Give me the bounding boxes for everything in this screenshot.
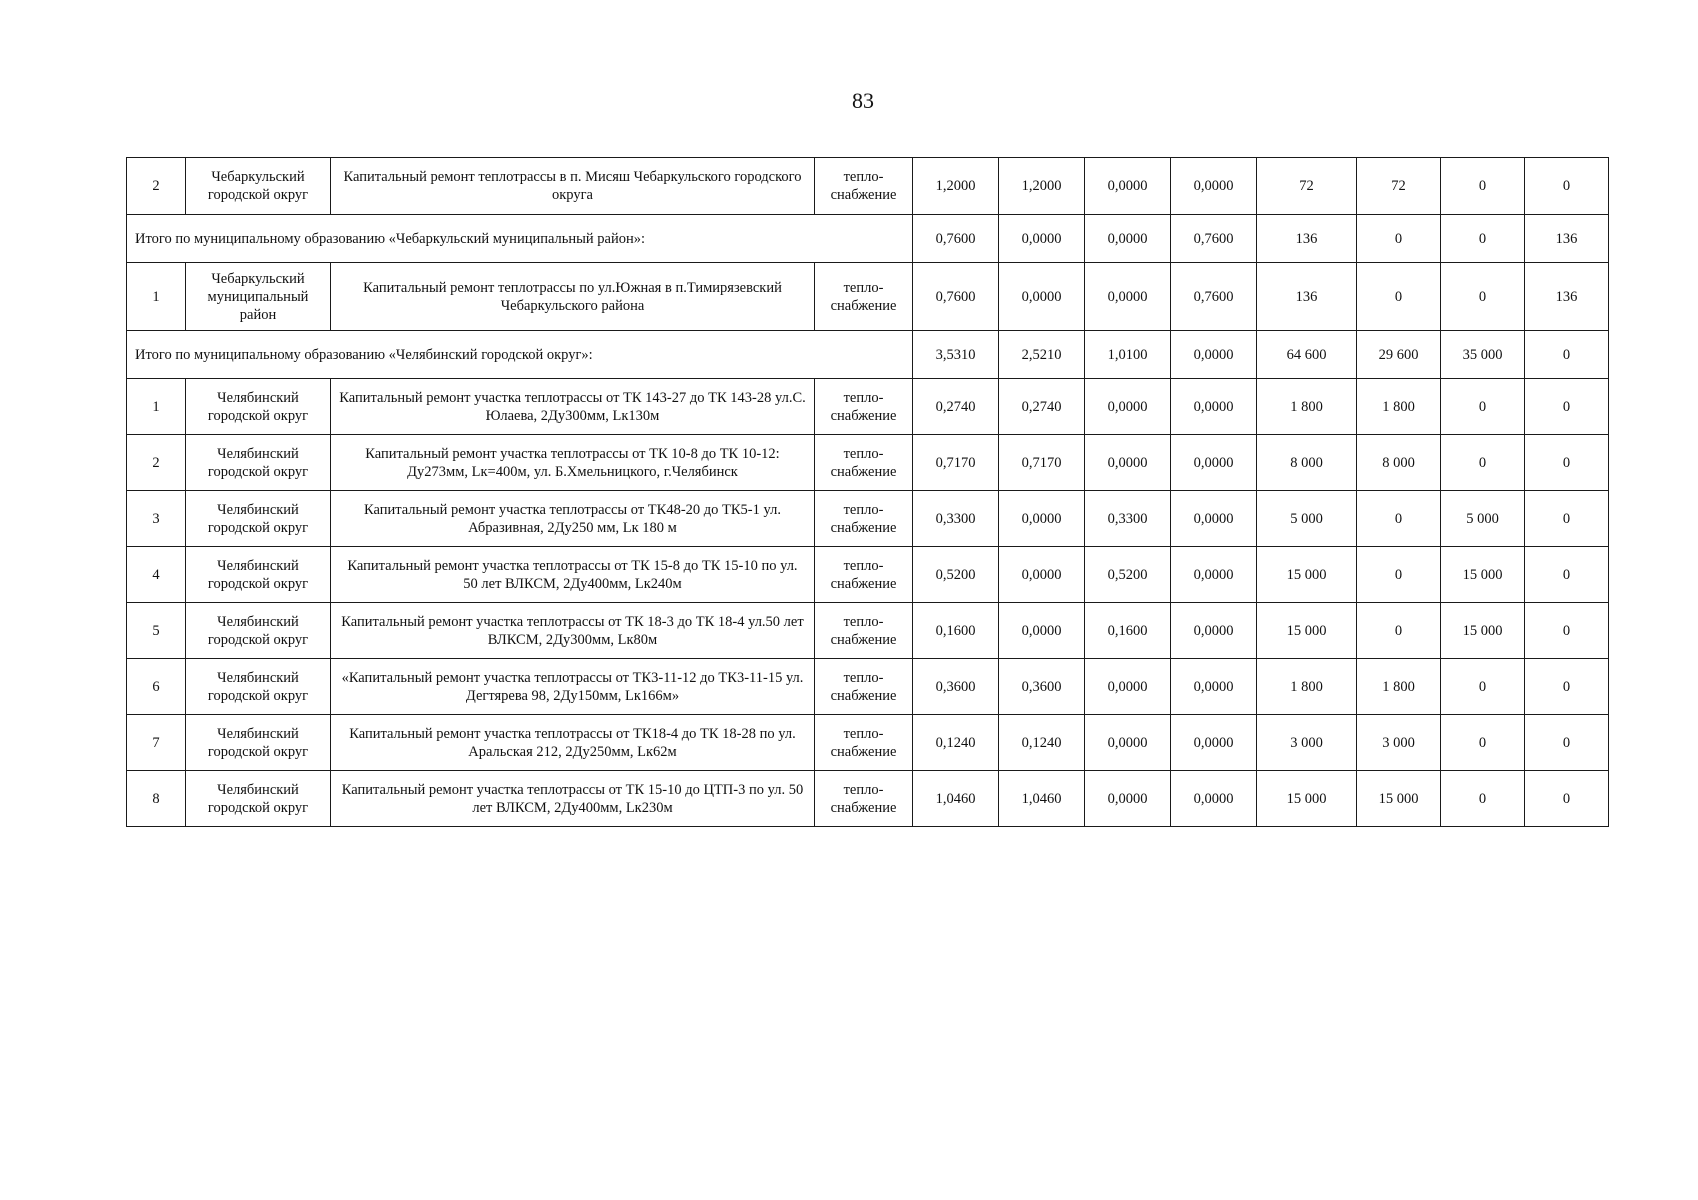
value-cell: 0 bbox=[1441, 215, 1525, 263]
table-row bbox=[127, 379, 1609, 435]
category-cell: тепло-снабжение bbox=[815, 435, 913, 491]
municipality-cell: Челябинский городской округ bbox=[186, 659, 331, 715]
value-cell: 15 000 bbox=[1257, 603, 1357, 659]
category-cell: тепло-снабжение bbox=[815, 771, 913, 827]
value-cell: 0,0000 bbox=[1171, 158, 1257, 215]
municipality-cell: Челябинский городской округ bbox=[186, 379, 331, 435]
value-cell: 0 bbox=[1525, 603, 1609, 659]
value-cell: 0 bbox=[1441, 263, 1525, 331]
value-cell: 15 000 bbox=[1357, 771, 1441, 827]
value-cell: 0 bbox=[1441, 715, 1525, 771]
value-cell: 0,7170 bbox=[913, 435, 999, 491]
table-row bbox=[127, 263, 1609, 331]
value-cell: 0 bbox=[1525, 659, 1609, 715]
row-number: 1 bbox=[127, 379, 186, 435]
value-cell: 0,0000 bbox=[1171, 771, 1257, 827]
value-cell: 1,2000 bbox=[913, 158, 999, 215]
table-row bbox=[127, 491, 1609, 547]
table-row bbox=[127, 659, 1609, 715]
value-cell: 0 bbox=[1357, 215, 1441, 263]
value-cell: 0,2740 bbox=[913, 379, 999, 435]
value-cell: 0 bbox=[1525, 331, 1609, 379]
category-cell: тепло-снабжение bbox=[815, 547, 913, 603]
value-cell: 0 bbox=[1357, 491, 1441, 547]
municipality-cell: Челябинский городской округ bbox=[186, 715, 331, 771]
category-cell: тепло-снабжение bbox=[815, 715, 913, 771]
value-cell: 0,0000 bbox=[1171, 491, 1257, 547]
table-row bbox=[127, 158, 1609, 215]
value-cell: 0 bbox=[1525, 491, 1609, 547]
value-cell: 0,0000 bbox=[1085, 215, 1171, 263]
subtotal-row bbox=[127, 331, 1609, 379]
value-cell: 0 bbox=[1525, 547, 1609, 603]
value-cell: 1 800 bbox=[1357, 379, 1441, 435]
municipality-cell: Чебаркульский муниципальный район bbox=[186, 263, 331, 331]
value-cell: 2,5210 bbox=[999, 331, 1085, 379]
value-cell: 15 000 bbox=[1441, 603, 1525, 659]
value-cell: 0,0000 bbox=[1085, 379, 1171, 435]
description-cell: Капитальный ремонт участка теплотрассы от ТК 15-10 до ЦТП-3 по ул. 50 лет ВЛКСМ, 2Ду400мм, Lк230м bbox=[331, 771, 815, 827]
value-cell: 0,0000 bbox=[999, 547, 1085, 603]
row-number: 4 bbox=[127, 547, 186, 603]
value-cell: 1,0460 bbox=[913, 771, 999, 827]
category-cell: тепло-снабжение bbox=[815, 659, 913, 715]
row-number: 6 bbox=[127, 659, 186, 715]
value-cell: 0 bbox=[1525, 715, 1609, 771]
table-row bbox=[127, 547, 1609, 603]
value-cell: 0,3600 bbox=[999, 659, 1085, 715]
municipality-cell: Чебаркульский городской округ bbox=[186, 158, 331, 215]
value-cell: 72 bbox=[1257, 158, 1357, 215]
value-cell: 0,0000 bbox=[1085, 263, 1171, 331]
value-cell: 0,0000 bbox=[1171, 379, 1257, 435]
value-cell: 0,3300 bbox=[913, 491, 999, 547]
value-cell: 0,0000 bbox=[1171, 435, 1257, 491]
row-number: 1 bbox=[127, 263, 186, 331]
value-cell: 0 bbox=[1441, 659, 1525, 715]
value-cell: 0,0000 bbox=[1171, 603, 1257, 659]
page-number: 83 bbox=[852, 88, 874, 113]
value-cell: 0,7170 bbox=[999, 435, 1085, 491]
value-cell: 3 000 bbox=[1257, 715, 1357, 771]
value-cell: 29 600 bbox=[1357, 331, 1441, 379]
value-cell: 0,1240 bbox=[913, 715, 999, 771]
value-cell: 0 bbox=[1441, 771, 1525, 827]
municipality-cell: Челябинский городской округ bbox=[186, 547, 331, 603]
category-cell: тепло-снабжение bbox=[815, 263, 913, 331]
value-cell: 0 bbox=[1525, 771, 1609, 827]
program-table bbox=[126, 157, 1609, 827]
row-number: 2 bbox=[127, 158, 186, 215]
value-cell: 5 000 bbox=[1257, 491, 1357, 547]
value-cell: 0,7600 bbox=[913, 263, 999, 331]
table-body bbox=[127, 158, 1609, 827]
value-cell: 15 000 bbox=[1441, 547, 1525, 603]
table-row bbox=[127, 771, 1609, 827]
value-cell: 0 bbox=[1441, 435, 1525, 491]
value-cell: 64 600 bbox=[1257, 331, 1357, 379]
table-row bbox=[127, 435, 1609, 491]
value-cell: 0,0000 bbox=[999, 263, 1085, 331]
value-cell: 0,1600 bbox=[913, 603, 999, 659]
value-cell: 0,0000 bbox=[1171, 547, 1257, 603]
row-number: 3 bbox=[127, 491, 186, 547]
value-cell: 0 bbox=[1525, 435, 1609, 491]
value-cell: 0 bbox=[1357, 547, 1441, 603]
value-cell: 1,2000 bbox=[999, 158, 1085, 215]
table-row bbox=[127, 603, 1609, 659]
description-cell: «Капитальный ремонт участка теплотрассы от ТК3-11-12 до ТК3-11-15 ул. Дегтярева 98, 2Ду150мм, Lк166м» bbox=[331, 659, 815, 715]
value-cell: 0,0000 bbox=[1085, 715, 1171, 771]
value-cell: 136 bbox=[1525, 263, 1609, 331]
category-cell: тепло-снабжение bbox=[815, 158, 913, 215]
value-cell: 136 bbox=[1257, 215, 1357, 263]
value-cell: 0,0000 bbox=[1085, 771, 1171, 827]
value-cell: 0,0000 bbox=[1171, 331, 1257, 379]
value-cell: 0 bbox=[1525, 379, 1609, 435]
value-cell: 0,2740 bbox=[999, 379, 1085, 435]
value-cell: 1 800 bbox=[1257, 379, 1357, 435]
value-cell: 0,3300 bbox=[1085, 491, 1171, 547]
value-cell: 8 000 bbox=[1357, 435, 1441, 491]
value-cell: 72 bbox=[1357, 158, 1441, 215]
value-cell: 0,0000 bbox=[999, 491, 1085, 547]
table-row bbox=[127, 715, 1609, 771]
value-cell: 1,0100 bbox=[1085, 331, 1171, 379]
value-cell: 0,0000 bbox=[999, 603, 1085, 659]
subtotal-row bbox=[127, 215, 1609, 263]
value-cell: 3 000 bbox=[1357, 715, 1441, 771]
municipality-cell: Челябинский городской округ bbox=[186, 435, 331, 491]
value-cell: 0,7600 bbox=[1171, 215, 1257, 263]
value-cell: 0,5200 bbox=[913, 547, 999, 603]
municipality-cell: Челябинский городской округ bbox=[186, 491, 331, 547]
value-cell: 15 000 bbox=[1257, 547, 1357, 603]
value-cell: 0,0000 bbox=[1171, 659, 1257, 715]
value-cell: 1 800 bbox=[1257, 659, 1357, 715]
value-cell: 0 bbox=[1525, 158, 1609, 215]
description-cell: Капитальный ремонт участка теплотрассы от ТК48-20 до ТК5-1 ул. Абразивная, 2Ду250 мм, Lк 180 м bbox=[331, 491, 815, 547]
value-cell: 0,5200 bbox=[1085, 547, 1171, 603]
description-cell: Капитальный ремонт участка теплотрассы от ТК 10-8 до ТК 10-12: Ду273мм, Lк=400м, ул. Б.Хмельницкого, г.Челябинск bbox=[331, 435, 815, 491]
description-cell: Капитальный ремонт участка теплотрассы от ТК 18-3 до ТК 18-4 ул.50 лет ВЛКСМ, 2Ду300мм, Lк80м bbox=[331, 603, 815, 659]
row-number: 7 bbox=[127, 715, 186, 771]
value-cell: 0,0000 bbox=[999, 215, 1085, 263]
value-cell: 1 800 bbox=[1357, 659, 1441, 715]
value-cell: 0,1240 bbox=[999, 715, 1085, 771]
row-number: 2 bbox=[127, 435, 186, 491]
value-cell: 8 000 bbox=[1257, 435, 1357, 491]
description-cell: Капитальный ремонт теплотрассы в п. Мисяш Чебаркульского городского округа bbox=[331, 158, 815, 215]
category-cell: тепло-снабжение bbox=[815, 491, 913, 547]
value-cell: 136 bbox=[1257, 263, 1357, 331]
municipality-cell: Челябинский городской округ bbox=[186, 771, 331, 827]
value-cell: 0,3600 bbox=[913, 659, 999, 715]
description-cell: Капитальный ремонт участка теплотрассы от ТК 143-27 до ТК 143-28 ул.С. Юлаева, 2Ду300мм, Lк130м bbox=[331, 379, 815, 435]
subtotal-label: Итого по муниципальному образованию «Челябинский городской округ»: bbox=[127, 331, 913, 379]
value-cell: 0,0000 bbox=[1085, 659, 1171, 715]
value-cell: 5 000 bbox=[1441, 491, 1525, 547]
value-cell: 0 bbox=[1441, 379, 1525, 435]
description-cell: Капитальный ремонт участка теплотрассы от ТК 15-8 до ТК 15-10 по ул. 50 лет ВЛКСМ, 2Ду400мм, Lк240м bbox=[331, 547, 815, 603]
row-number: 5 bbox=[127, 603, 186, 659]
row-number: 8 bbox=[127, 771, 186, 827]
value-cell: 0 bbox=[1441, 158, 1525, 215]
description-cell: Капитальный ремонт теплотрассы по ул.Южная в п.Тимирязевский Чебаркульского района bbox=[331, 263, 815, 331]
value-cell: 0,0000 bbox=[1085, 158, 1171, 215]
description-cell: Капитальный ремонт участка теплотрассы от ТК18-4 до ТК 18-28 по ул. Аральская 212, 2Ду250мм, Lк62м bbox=[331, 715, 815, 771]
value-cell: 136 bbox=[1525, 215, 1609, 263]
subtotal-label: Итого по муниципальному образованию «Чебаркульский муниципальный район»: bbox=[127, 215, 913, 263]
value-cell: 15 000 bbox=[1257, 771, 1357, 827]
value-cell: 3,5310 bbox=[913, 331, 999, 379]
value-cell: 0,1600 bbox=[1085, 603, 1171, 659]
value-cell: 0 bbox=[1357, 603, 1441, 659]
value-cell: 0 bbox=[1357, 263, 1441, 331]
value-cell: 0,7600 bbox=[913, 215, 999, 263]
municipality-cell: Челябинский городской округ bbox=[186, 603, 331, 659]
value-cell: 0,0000 bbox=[1171, 715, 1257, 771]
value-cell: 0,0000 bbox=[1085, 435, 1171, 491]
value-cell: 1,0460 bbox=[999, 771, 1085, 827]
category-cell: тепло-снабжение bbox=[815, 603, 913, 659]
value-cell: 0,7600 bbox=[1171, 263, 1257, 331]
value-cell: 35 000 bbox=[1441, 331, 1525, 379]
category-cell: тепло-снабжение bbox=[815, 379, 913, 435]
